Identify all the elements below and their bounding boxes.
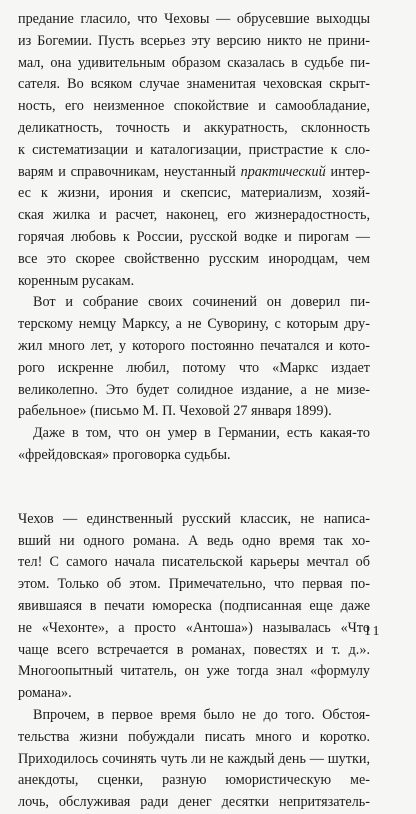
text-line: анекдоты, сценки, разную юмористическую ме- — [18, 772, 370, 789]
text-line: этом. Только об этом. Примечательно, что первая по- — [18, 576, 370, 593]
paragraph-5 — [18, 705, 370, 814]
text-line: чаще всего встречается в романах, повестях и т. д.». — [18, 641, 370, 658]
paragraph-1 — [18, 9, 370, 292]
text-line: сателя. Во всяком случае знаменитая чеховская скрыт- — [18, 76, 370, 93]
text-line: явившаяся в печати юмореска (подписанная еще даже — [18, 597, 370, 614]
text-line: предание гласило, что Чеховы — обрусевшие выходцы — [18, 11, 370, 27]
text-line: из Богемии. Пусть всерьез эту версию никто не прини- — [18, 32, 370, 49]
text-line: не «Чехонте», а просто «Антоша») называлась «Что — [18, 619, 370, 636]
text-line: ес к жизни, ирония и скепсис, материализм, хозяй- — [18, 185, 370, 202]
page-number: 11 — [364, 624, 382, 639]
text-line: рого искренне любил, потому что «Маркс издает — [18, 359, 370, 376]
text-line: ность, его неизменное спокойствие и самообладание, — [18, 98, 370, 115]
text-line: горячая любовь к России, русской водке и пирогам — — [18, 228, 370, 245]
paragraph-3 — [18, 423, 370, 467]
text-line: лочь, обслуживая ради денег десятки непритязатель- — [18, 794, 370, 811]
text-line: Многоопытный читатель, он уже тогда знал «формулу — [18, 663, 370, 680]
text-line: «фрейдовская» проговорка судьбы. — [18, 446, 231, 463]
text-line: Чехов — единственный русский классик, не написа- — [18, 510, 370, 527]
text-line: деликатность, точность и аккуратность, склонность — [18, 119, 370, 136]
text-line: мал, она удивительным образом сказалась в судьбе пи- — [18, 54, 370, 71]
text-line: варям и справочникам, неустанный практический интер- — [18, 163, 370, 180]
text-line: великолепно. Это будет солидное издание, а не мизе- — [18, 381, 370, 398]
text-line: Вот и собрание своих сочинений он доверил пи- — [33, 294, 370, 311]
text-line: ская жилка и расчет, наконец, его жизнерадостность, — [18, 207, 370, 224]
text-line: Даже в том, что он умер в Германии, есть какая-то — [33, 425, 370, 442]
text-line: рабельное» (письмо М. П. Чеховой 27 января 1899). — [18, 403, 332, 420]
text-line: коренным русакам. — [18, 272, 135, 289]
paragraph-4 — [18, 509, 370, 705]
text-line: терскому немцу Марксу, а не Суворину, с которым дру- — [18, 316, 370, 333]
text-line: Впрочем, в первое время было не до того. Обстоя- — [33, 706, 370, 723]
emphasized-word: практический — [240, 163, 326, 180]
text-line: тельства жизни побуждали писать много и коротко. — [18, 728, 370, 745]
text-line: Приходилось сочинять чуть ли не каждый день — шутки, — [18, 750, 370, 767]
section-break — [18, 467, 370, 509]
text-line: вший ни одного романа. А ведь одно время так хо- — [18, 532, 370, 549]
text-line: романа». — [18, 685, 72, 702]
text-line: к систематизации и каталогизации, пристрастие к сло- — [18, 141, 370, 158]
text-line: все это скорее свойственно русским инородцам, чем — [18, 250, 370, 267]
text-column — [18, 9, 370, 814]
paragraph-2 — [18, 292, 370, 423]
text-line: жил много лет, у которого постоянно печатался и кото- — [18, 337, 370, 354]
text-line: тел! С самого начала писательской карьеры мечтал об — [18, 554, 370, 571]
